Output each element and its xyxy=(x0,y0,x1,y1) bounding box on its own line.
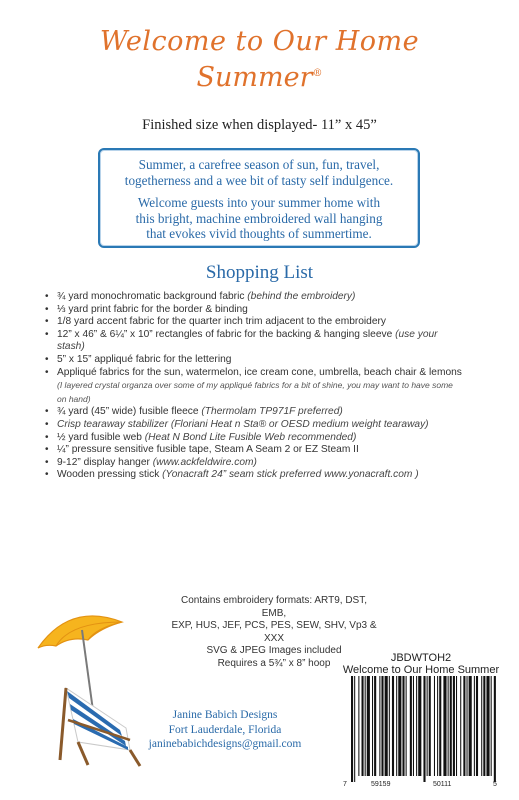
barcode-bar xyxy=(476,676,478,776)
barcode-bar xyxy=(354,676,355,782)
designer-name: Janine Babich Designs xyxy=(172,709,278,721)
barcode-bar xyxy=(416,676,417,776)
description-paragraph-2 xyxy=(98,195,420,242)
barcode-bar xyxy=(448,676,449,776)
product-name: Welcome to Our Home Summer xyxy=(342,664,500,676)
item-text: 1/8 yard accent fabric for the quarter inch trim adjacent to the embroidery xyxy=(57,316,386,328)
item-note: (Heat N Bond Lite Fusible Web recommended) xyxy=(144,431,357,443)
barcode-bar xyxy=(413,676,414,776)
barcode-bar xyxy=(483,676,485,776)
barcode-bar xyxy=(474,676,475,776)
barcode-digit-first: 7 xyxy=(343,781,347,788)
barcode-bar xyxy=(423,676,425,782)
item-note: (Floriani Heat n Sta® or OESD medium weight tearaway) xyxy=(170,418,429,430)
formats-line: EXP, HUS, JEF, PCS, PES, SEW, SHV, Vp3 & XXX xyxy=(171,620,377,644)
product-code: JBDWTOH2 xyxy=(390,652,452,664)
item-note: (use your stash) xyxy=(57,328,438,353)
barcode-bar xyxy=(463,676,465,776)
item-note: (Yonacraft 24” seam stick preferred www.yonacraft.com ) xyxy=(162,469,419,481)
barcode-bar xyxy=(486,676,489,776)
list-item xyxy=(44,316,464,329)
barcode-bar xyxy=(456,676,457,776)
item-note: (www.ackfeldwire.com) xyxy=(152,456,257,468)
description-line: this bright, machine embroidered wall hanging xyxy=(135,210,383,226)
formats-line: Contains embroidery formats: ART9, DST, EMB, xyxy=(181,595,367,619)
item-text: 9-12” display hanger xyxy=(57,456,153,468)
list-item xyxy=(44,354,464,367)
list-item xyxy=(44,469,464,482)
barcode-digit-last: 5 xyxy=(493,781,497,788)
upc-barcode xyxy=(343,676,503,784)
item-text: ⅓ yard print fabric for the border & binding xyxy=(57,303,248,315)
barcode-bar xyxy=(367,676,370,776)
barcode-bar xyxy=(439,676,441,776)
item-text: 12” x 46” & 6¼” x 10” rectangles of fabric for the backing & hanging sleeve xyxy=(57,328,396,340)
item-text: ¾ yard monochromatic background fabric xyxy=(57,291,248,302)
item-note: (Thermolam TP971F preferred) xyxy=(201,406,343,418)
designer-email: janinebabichdesigns@gmail.com xyxy=(148,738,302,750)
title-summer: Summer xyxy=(196,62,313,93)
list-item xyxy=(44,457,464,470)
item-text: Crisp tearaway stabilizer xyxy=(57,418,171,430)
barcode-bar xyxy=(494,676,496,782)
designer-location: Fort Lauderdale, Florida xyxy=(168,723,282,736)
title-line-1: Welcome to Our Home xyxy=(99,26,420,57)
finished-size: Finished size when displayed- 11” x 45” xyxy=(142,117,377,133)
beach-chair-umbrella-illustration xyxy=(30,600,155,770)
barcode-bar xyxy=(434,676,435,776)
registered-mark: ® xyxy=(312,68,323,79)
barcode-bar xyxy=(389,676,390,776)
item-note: (behind the embroidery) xyxy=(247,291,356,302)
barcode-bar xyxy=(402,676,404,776)
barcode-bar xyxy=(358,676,359,776)
item-text: Appliqué fabrics for the sun, watermelon, ice cream cone, umbrella, beach chair & lemons xyxy=(57,366,462,378)
barcode-bar xyxy=(427,676,428,776)
list-item xyxy=(44,329,464,354)
list-item xyxy=(44,406,464,419)
description-line: that evokes vivid thoughts of summertime. xyxy=(146,226,372,241)
item-text: ¼” pressure sensitive fusible tape, Steam A Seam 2 or EZ Steam II xyxy=(57,444,359,456)
item-text: ½ yard fusible web xyxy=(57,431,145,443)
barcode-bar xyxy=(398,676,401,776)
barcode-bar xyxy=(365,676,366,776)
barcode-bar xyxy=(469,676,472,776)
description-line: togetherness and a wee bit of tasty self indulgence. xyxy=(124,172,394,188)
item-note: (I layered crystal organza over some of my appliqué fabrics for a bit of shine, you may want to have some on hand) xyxy=(57,380,453,404)
barcode-bar xyxy=(418,676,421,776)
list-item xyxy=(44,367,464,407)
list-item xyxy=(44,419,464,432)
item-text: ¾ yard (45” wide) fusible fleece xyxy=(57,406,202,418)
barcode-bar xyxy=(429,676,431,776)
barcode-bar xyxy=(351,676,353,782)
barcode-bar xyxy=(392,676,394,776)
barcode-bar xyxy=(437,676,438,776)
title-line-2 xyxy=(0,62,519,93)
barcode-bar xyxy=(410,676,412,776)
barcode-bar xyxy=(481,676,482,776)
barcode-bar xyxy=(372,676,373,776)
barcode-bar xyxy=(385,676,388,776)
list-item xyxy=(44,444,464,457)
barcode-bar xyxy=(450,676,452,776)
barcode-bar xyxy=(460,676,461,776)
description-line: Welcome guests into your summer home with xyxy=(137,195,381,210)
list-item xyxy=(44,432,464,445)
list-item xyxy=(44,304,464,317)
barcode-bar xyxy=(406,676,407,776)
barcode-bar xyxy=(453,676,455,776)
shopping-list-heading: Shopping List xyxy=(205,262,314,283)
barcode-bar xyxy=(362,676,364,776)
list-item xyxy=(44,291,464,304)
shopping-list xyxy=(44,291,464,482)
barcode-group-1: 59159 xyxy=(371,781,391,788)
description-paragraph-1 xyxy=(98,157,420,188)
barcode-bar xyxy=(379,676,380,776)
designer-info xyxy=(140,708,310,752)
item-text: 5” x 15” appliqué fabric for the lettering xyxy=(57,353,232,365)
barcode-group-2: 50111 xyxy=(433,781,452,788)
item-text: Wooden pressing stick xyxy=(57,469,163,481)
product-code-block xyxy=(336,652,506,676)
barcode-bar xyxy=(374,676,376,776)
description-line: Summer, a carefree season of sun, fun, travel, xyxy=(138,157,380,172)
formats-line: Requires a 5¾” x 8” hoop xyxy=(217,657,331,669)
barcode-bar xyxy=(381,676,383,776)
barcode-bar xyxy=(396,676,397,776)
barcode-bar xyxy=(467,676,468,776)
barcode-bar xyxy=(443,676,446,776)
formats-line: SVG & JPEG Images included xyxy=(206,645,342,657)
barcode-bar xyxy=(491,676,492,776)
